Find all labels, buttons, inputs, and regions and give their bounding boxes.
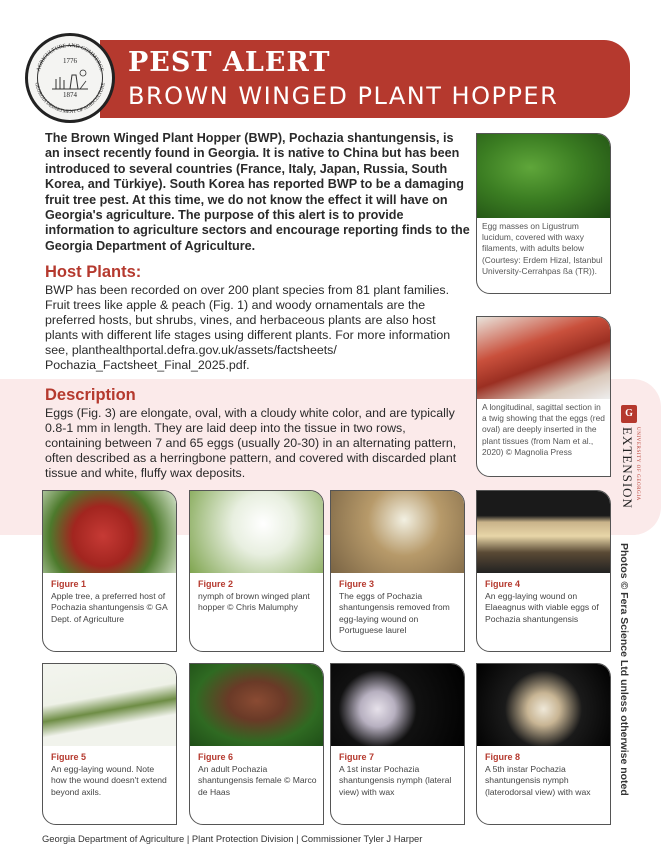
figure-label: Figure 8 <box>485 752 521 762</box>
figure-caption: A 1st instar Pochazia shantungensis nymph (lateral view) with wax <box>339 764 452 797</box>
figure-caption: An egg-laying wound on Elaeagnus with viable eggs of Pochazia shantungensis <box>485 591 599 624</box>
twig-section-photo <box>477 317 610 399</box>
apple-tree-photo <box>43 491 176 573</box>
intro-paragraph: The Brown Winged Plant Hopper (BWP), Pochazia shantungensis, is an insect recently found in Georgia. It is native to China but has been introduced to several countries (France, Italy, Japan, Russia, South Korea, and Türkiye). South Korea has reported BWP to be a damaging fruit tree pest. At this time, we do not know the effect it will have on Georgia's agriculture. The purpose of this alert is to provide information to agriculture sectors and encourage reporting finds to the Georgia Department of Agriculture. <box>45 131 470 253</box>
description-heading: Description <box>45 386 136 404</box>
figure-card-3 <box>330 490 465 652</box>
figure-card-4 <box>476 490 611 652</box>
university-wordmark: UNIVERSITY OF GEORGIA <box>635 427 640 501</box>
egg-masses-photo <box>477 134 610 218</box>
adult-female-photo <box>190 664 323 746</box>
seal-top-text: AGRICULTURE AND COMMERCE <box>35 42 105 73</box>
side-photo-caption: A longitudinal, sagittal section in a twig showing that the eggs (red oval) are deeply inserted in the plant tissues (from Nam et al., 2020) © Magnolia Press <box>482 402 605 457</box>
figure-label: Figure 6 <box>198 752 234 762</box>
seal-year-bottom: 1874 <box>63 91 77 99</box>
figure-label: Figure 7 <box>339 752 375 762</box>
figure-card-5 <box>42 663 177 825</box>
photo-credit: Photos © Fera Science Ltd unless otherwise noted <box>618 543 630 796</box>
egg-laying-wound-photo <box>477 491 610 573</box>
page-subtitle: BROWN WINGED PLANT HOPPER <box>128 82 559 110</box>
figure-label: Figure 4 <box>485 579 521 589</box>
uga-arch-icon: G <box>621 405 637 423</box>
title-banner <box>100 40 630 118</box>
page-title: PEST ALERT <box>128 47 331 78</box>
side-photo-caption: Egg masses on Ligustrum lucidum, covered with waxy filaments, with adults below (Courtesy: Erdem Hizal, Istanbul University-Cerrahpas ßa (TR)). <box>482 221 603 276</box>
svg-text:GEORGIA DEPARTMENT OF AGRICULT <box>33 82 106 115</box>
first-instar-photo <box>331 664 464 746</box>
figure-caption: nymph of brown winged plant hopper © Chris Malumphy <box>198 591 310 613</box>
nymph-photo <box>190 491 323 573</box>
figure-card-6 <box>189 663 324 825</box>
svg-text:AGRICULTURE AND COMMERCE <box>36 43 105 73</box>
host-plants-text: BWP has been recorded on over 200 plant species from 81 plant families. Fruit trees like apple & peach (Fig. 1) and woody ornamentals are the preferred hosts, but shrubs, vines, and herbaceous plants are also host plants with different life stages using different plants. For more information see, planthealthportal.defra.gov.uk/assets/factsheets/ Pochazia_Factsheet_Final_2025.pdf. <box>45 283 451 372</box>
extension-wordmark: EXTENSION <box>620 427 635 509</box>
figure-label: Figure 3 <box>339 579 375 589</box>
figure-caption: A 5th instar Pochazia shantungensis nymph (laterodorsal view) with wax <box>485 764 591 797</box>
figure-card-7 <box>330 663 465 825</box>
wound-twig-photo <box>43 664 176 746</box>
seal-ring <box>25 33 115 123</box>
seal-year-top: 1776 <box>63 57 77 65</box>
figure-card-2 <box>189 490 324 652</box>
figure-label: Figure 1 <box>51 579 87 589</box>
figure-caption: An adult Pochazia shantungensis female © Marco de Haas <box>198 764 317 797</box>
seal-bottom-text: GEORGIA DEPARTMENT OF AGRICULTURE <box>33 82 107 116</box>
host-plants-heading: Host Plants: <box>45 263 142 281</box>
side-photo-egg-masses <box>476 133 611 294</box>
side-photo-twig-section <box>476 316 611 477</box>
uga-extension-logo <box>618 405 642 509</box>
figure-caption: An egg-laying wound. Note how the wound doesn't extend beyond axils. <box>51 764 167 797</box>
figure-caption: Apple tree, a preferred host of Pochazia shantungensis © GA Dept. of Agriculture <box>51 591 168 624</box>
department-seal <box>25 33 115 123</box>
fifth-instar-photo <box>477 664 610 746</box>
figure-card-8 <box>476 663 611 825</box>
figure-card-1 <box>42 490 177 652</box>
figure-label: Figure 5 <box>51 752 87 762</box>
footer: Georgia Department of Agriculture | Plant Protection Division | Commissioner Tyler J Harper <box>42 833 423 844</box>
description-text: Eggs (Fig. 3) are elongate, oval, with a cloudy white color, and are typically 0.8-1 mm in length. They are laid deep into the tissue in two rows, containing between 7 and 65 eggs (usually 20-30) in an alternating pattern, often described as a herringbone pattern, and covered with discarded plant tissue and white, fluffy wax deposits. <box>45 406 457 480</box>
figure-label: Figure 2 <box>198 579 234 589</box>
eggs-photo <box>331 491 464 573</box>
figure-caption: The eggs of Pochazia shantungensis removed from egg-laying wound on Portuguese laurel <box>339 591 450 635</box>
